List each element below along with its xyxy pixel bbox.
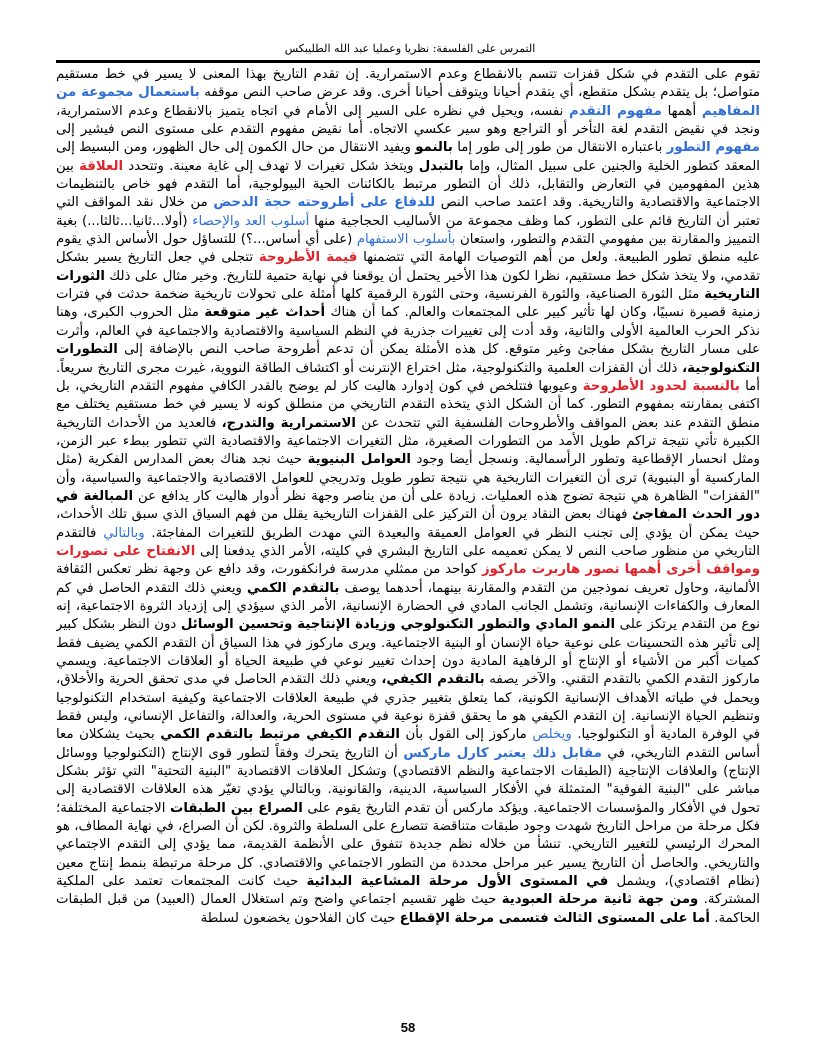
key-phrase: ويخلص (532, 727, 572, 743)
bold-term: بالتقدم الكيفي، (381, 672, 485, 688)
text-run: بحيث يشكلان معا أساس التقدم التاريخي، في (56, 727, 760, 761)
bold-term: التقدم الكيفي مرتبط بالتقدم الكمي (160, 727, 400, 743)
running-header: التمرس على الفلسفة: نظريا وعمليا عبد الله الطليبكس (284, 42, 536, 55)
text-run: ماركوز إلى القول بأن (405, 727, 527, 743)
key-phrase: الانفتاح على تصورات ومواقف أخرى أهمها تصور هاربرت ماركوز (56, 543, 760, 578)
text-run: تقوم على التقدم في شكل قفزات تتسم بالانقطاع وعدم الاستمرارية. إن تقدم التاريخ بهذا المعنى لا يسير في خط مستقيم متواصل؛ بل يتقدم بشكل متقطع، أي يتقدم أحيانا ويتوقف أحيانا أخرى. وقد عرض صاحب النص موقفه (56, 67, 760, 101)
text-run: مثل الحروب الكبرى، وهنا نذكر الحرب العالمية الأولى والثانية، وقد أدت إلى تغييرات جذرية في النظم السياسية والاقتصادية والاجتماعية في العالم، وأثرت على مسار التاريخ بشكل مفاجئ وغير متوقع. كل هذه الأمثلة يمكن أن تدعم أطروحة صاحب النص بالإضافة إلى (56, 305, 760, 358)
text-run: ذلك أن القفزات العلمية والتكنولوجية، مثل اختراع الإنترنت أو اكتشاف الطاقة النووية، غيرت مجرى التاريخ سريعاً. أما (56, 360, 760, 394)
text-run: أن التاريخ يتحرك وفقاً لتطور قوى الإنتاج (التكنولوجيا ووسائل الإنتاج) والعلاقات الإنتاجية (الطبقات الاجتماعية والنظم الاقتصادي) وتشكل العلاقات الاقتصادية "البنية التحتية" التي تؤثر بشكل مباشر على "البنية الفوقية" المتمثلة في الأفكار السياسية، الدينية، والقانونية. وبالتالي يؤدي تغيّر هذه العلاقات الاقتصادية إلى تحول في الأفكار والمؤسسات الاجتماعية. ويؤكد ماركس أن تقدم التاريخ يقوم على (56, 745, 760, 816)
text-run: بين هذين المفهومين في التعارض والتقابل، ذلك أن التطور مرتبط بالكائنات الحية البيولوجية، أما التقدم فهو خاص بالتنظيمات الاجتماعية والاقتصادية والتاريخية. وقد اعتمد صاحب النص (56, 158, 760, 211)
text-run: فهناك بعض النقاد يرون أن التركيز على القفزات التاريخية يقلل من فهم السياق الذي سبق تلك الأحداث، حيث يمكن أن يؤدي إلى تجنب النظر في العوامل العميقة والبعيدة التي مهدت الطريق للتغيرات المفاجئة. (56, 507, 760, 541)
text-run: حيث ظهر تقسيم اجتماعي واضح وتم استغلال العمال (العبيد) من قبل الطبقات الحاكمة. (56, 892, 760, 926)
header-rule (56, 60, 760, 63)
bold-term: الاستمرارية والتدرج، (221, 415, 356, 431)
bold-term: أما على المستوى الثالث فتسمى مرحلة الإقطاع (399, 910, 710, 926)
bold-term: بالتقدم الكمي (246, 580, 340, 596)
text-run: تتجلى في جعل التاريخ يسير بشكل تقدمي، ولا يتخذ شكل خط مستقيم، نظرا لكون هذا الأخير يحتمل أن يوقعنا في نهاية حتمية للتاريخ. وخير مثال على ذلك (56, 250, 760, 284)
bold-term: في المستوى الأول مرحلة المشاعية البدائية (306, 874, 609, 890)
page-number: 58 (400, 1020, 416, 1035)
bold-term: المبالغة في دور الحدث المفاجئ (56, 488, 760, 523)
text-run: مثل الثورة الصناعية، والثورة الفرنسية، وحتى الثورة الرقمية كلها أمثلة على تحولات تاريخية ضخمة حدثت في فترات زمنية قصيرة نسبيًا، وكان لها تأثير كبير على المجتمعات والعالم. كما أن هناك (56, 287, 760, 321)
bold-term: ومن جهة ثانية مرحلة العبودية (501, 892, 699, 908)
key-phrase: أسلوب العد والإحصاء (192, 213, 310, 229)
text-run: فالتقدم التاريخي من منظور صاحب النص لا يمكن تعميمه على التاريخ البشري في كليته، الأمر الذي يدفعنا إلى (56, 525, 760, 559)
text-run: حيث نجد هناك بعض المدارس الفكرية (مثل الماركسية أو البنيوية) ترى أن التغيرات التاريخية هي نتيجة تطور طويل وتدريجي للعوامل الاقتصادية والاجتماعية والسياسية، وأن "القفزات" الظاهرة هي نتيجة تضوج هذه العمليات. زيادة على أن من يناصر وجهة نظر أدوار هاليت كار يدافع عن (56, 452, 760, 504)
text-run: الاجتماعية المختلفة؛ فكل مرحلة من مراحل التاريخ شهدت وجود طبقات متناقضة تتصارع على السلطة والثروة. لكن أن الصراع، في نهاية المطاف، هو المحرك الرئيسي للتغيير التاريخي. تنشأ من خلاله نظم جديدة تتفوق على الأنظمة القديمة، مما يؤدي إلى التقدم الاجتماعي والتاريخي. والحاصل أن التاريخ يسير عبر مراحل محددة من التطور الاجتماعي والاقتصادي. كل مرحلة مرتبطة بنمط إنتاج معين (نظام اقتصادي)، ويشمل (56, 800, 760, 890)
bold-term: العوامل البنيوية (307, 452, 411, 468)
bold-term: أحداث غير متوقعة (204, 305, 326, 321)
text-run: (على أي أساس...؟) للتساؤل حول الأساس الذي يقوم عليه منطق تطور الطبيعة. ولعل من أهم التوصيات الهامة التي تتضمنها (56, 232, 760, 266)
key-phrase: العلاقة (79, 158, 124, 174)
text-run: حيث كانت المجتمعات تعتمد على الملكية المشتركة. (56, 874, 760, 908)
key-phrase: مقابل ذلك يعتبر كارل ماركس (403, 745, 602, 761)
text-run: ويعني ذلك التقدم الحاصل في كم المعارف والكفاءات الإنسانية، وتشمل الجانب المادي في الحضارة الإنسانية، الأمر الذي سيؤدي إلى إزدياد الثروة الاجتماعية، إنه نوع من التقدم يرتكز على (56, 580, 760, 633)
text-run: (أولا...ثانيا...ثالثا...) بغية التمييز والمقارنة بين مفهومي التقدم والتطور، واستعان (56, 213, 760, 248)
text-run: فالعديد من الأحداث التاريخية الكبيرة تأتي نتيجة تراكم طويل الأمد من التطورات الصغيرة، مثل التغيرات الاجتماعية والاقتصادية التي تتطور ببطء عبر الزمن، ومثل انحسار الإقطاعية وتطور الرأسمالية. ونسجل أيضا وجود (56, 415, 760, 468)
text-run: دون النظر بشكل كبير إلى تأثير هذه التحسينات على نوعية حياة الإنسان أو البنية الاجتماعية. ويرى ماركوز في هذا السياق أن التقدم الكمي يضيف فقط كميات أكبر من الأشياء أو الإنتاج أو الرفاهية المادية دون إحداث تغيير نوعي في طبيعة الحياة أو العلاقات الاجتماعية. ويسمي ماركوز التقدم الكمي بالتقدم التقني. والآخر يصفه (56, 617, 760, 688)
text-run: ويفيد الانتقال من حال الكمون إلى حال الظهور، ومن البسيط إلى المعقد كتطور الخلية والجنين على سبيل المثال، وإما (56, 140, 760, 174)
bold-term: التطورات التكنولوجية، (56, 342, 760, 376)
body-text (56, 66, 760, 1026)
text-run: نفسه، ويحيل في نظره على السير إلى الأمام في اتجاه يتميز بالانقطاع وعدم الاستمرارية، ونجد في نقيض التقدم لغة التأخر أو التراجع وهو سير عكسي الاتجاه. أما نقيض مفهوم التقدم على مستوى النص فيشير إلى (56, 103, 760, 138)
text-run: كواحد من ممثلي مدرسة فرانكفورت، وقد دافع عن وجهة نظر تعكس الثقافة الألمانية، وحاول تعريف نموذجين من التقدم والمقارنة بينهما، أحدهما يوصف (56, 562, 760, 596)
key-phrase: للدفاع على أطروحته حجة الدحض (213, 195, 436, 211)
text-run: ويتخذ شكل تغيرات لا تهدف إلى غاية معينة. وتتحدد (128, 158, 414, 174)
key-phrase: مفهوم التطور (666, 140, 760, 156)
text-run: من خلال نقد المواقف التي تعتبر أن التاريخ قائم على التطور، كما وظف مجموعة من الأساليب الحجاجية منها (56, 195, 760, 229)
key-phrase: باستعمال مجموعة من المفاهيم (56, 85, 760, 119)
key-phrase: بالنسبة لحدود الأطروحة (582, 378, 740, 394)
key-phrase: قيمة الأطروحة (258, 250, 358, 266)
text-run: وعيوبها فتتلخص في كون إدوارد هاليت كار لم يوضح بالقدر الكافي مفهوم التقدم التاريخي، بل اكتفى بمقارنته بمفهوم التطور. كما أن الشكل الذي يتخذه التقدم التاريخي من منطلق كونه لا يسير في خط مستقيم يختلف مع منطق التقدم عند بعض المواقف والأطروحات الفلسفية التي تتحدث عن (56, 378, 760, 431)
key-phrase: وبالتالي (103, 525, 145, 541)
key-phrase: بأسلوب الاستفهام (356, 232, 456, 248)
text-run: ويعني ذلك التقدم الحاصل في مدى تحقق الحرية والأخلاق، ويحمل في طياته الأهداف الإنسانية الكونية، كما يتعلق بتغيير جذري في طبيعة العلاقات الاجتماعية وكيفية استخدام التكنولوجيا وتنظيم الحياة الإنسانية. إن التقدم الكيفي هو ما يحقق قفزة نوعية في مستوى الحرية، والعدالة، والتفاعل الإنساني، وليس فقط في الوفرة المادية أو التكنولوجيا. (56, 672, 760, 743)
text-run: حيث كان الفلاحون يخضعون لسلطة (200, 910, 396, 926)
bold-term: الثورات التاريخية (56, 268, 760, 303)
text-run: أهمها (667, 103, 697, 119)
text-run: باعتباره الانتقال من طور إلى طور إما (457, 140, 663, 156)
bold-term: بالنمو (415, 140, 453, 156)
key-phrase: مفهوم التقدم (569, 103, 662, 119)
bold-term: النمو المادي والتطور التكنولوجي وزيادة الإنتاجية وتحسين الوسائل (180, 617, 616, 633)
bold-term: الصراع بين الطبقات (170, 800, 303, 816)
bold-term: بالتبدل (418, 158, 464, 174)
